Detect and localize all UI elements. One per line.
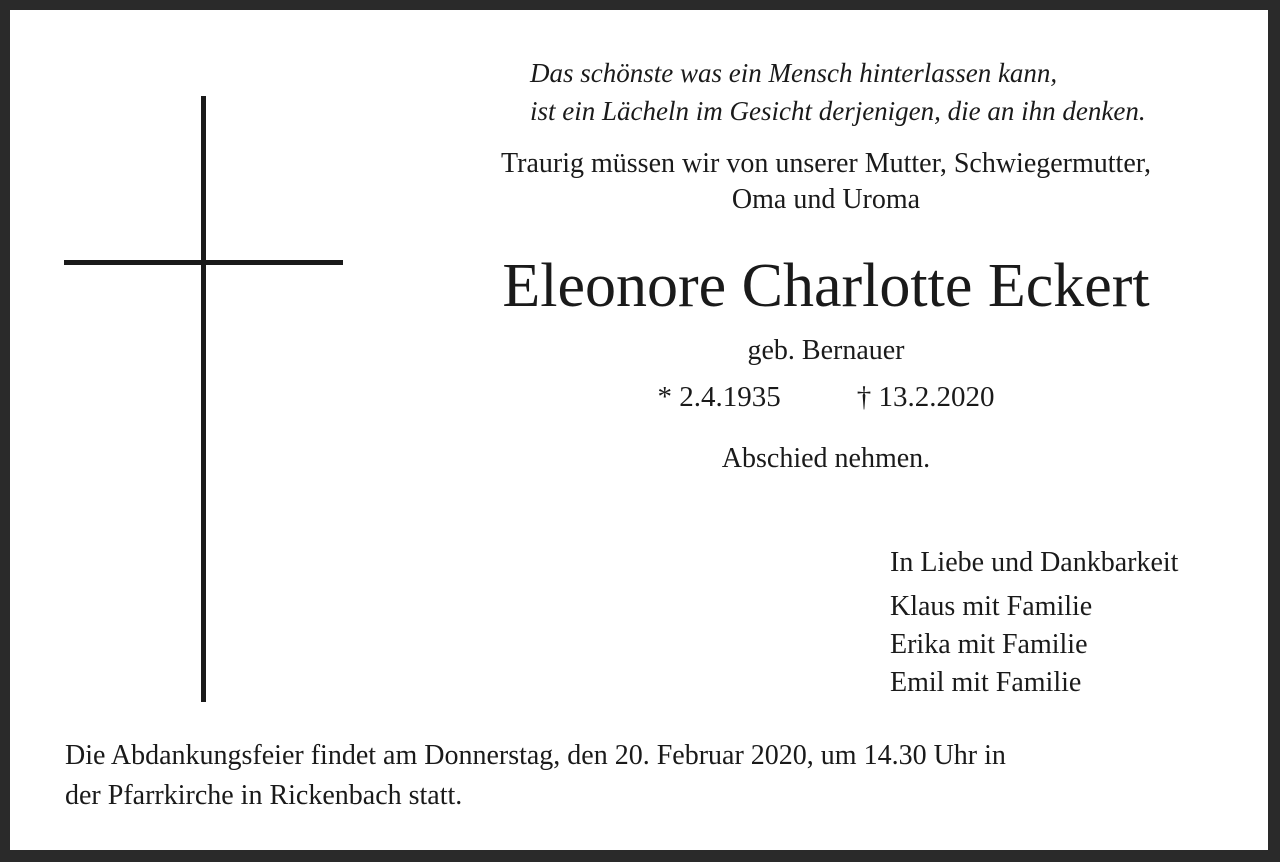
quote-line-2: ist ein Lächeln im Gesicht derjenigen, die an ihn denken. — [530, 96, 1146, 126]
family-item: Emil mit Familie — [890, 667, 1082, 698]
quote-line-1: Das schönste was ein Mensch hinterlassen kann, — [530, 58, 1058, 88]
funeral-service-info — [65, 736, 1245, 816]
service-line-2: der Pfarrkirche in Rickenbach statt. — [65, 780, 463, 811]
intro-text — [410, 146, 1242, 218]
life-dates — [410, 378, 1242, 416]
maiden-name: geb. Bernauer — [747, 335, 905, 366]
signoff-heading: In Liebe und Dankbarkeit — [890, 547, 1179, 578]
obituary-notice — [10, 10, 1268, 850]
death-date: † 13.2.2020 — [856, 381, 995, 413]
memorial-quote — [530, 54, 1146, 130]
signoff-block — [890, 544, 1178, 702]
service-line-1: Die Abdankungsfeier findet am Donnerstag, den 20. Februar 2020, um 14.30 Uhr in — [65, 740, 1006, 771]
family-item: Erika mit Familie — [890, 629, 1088, 660]
cross-icon-vertical — [201, 96, 206, 702]
cross-icon-horizontal — [64, 260, 343, 265]
intro-line-2: Oma und Uroma — [731, 184, 921, 215]
farewell-text: Abschied nehmen. — [721, 443, 931, 474]
intro-line-1: Traurig müssen wir von unserer Mutter, Schwiegermutter, — [501, 148, 1151, 179]
family-item: Klaus mit Familie — [890, 591, 1093, 622]
deceased-name: Eleonore Charlotte Eckert — [502, 252, 1150, 320]
birth-date: * 2.4.1935 — [657, 381, 781, 413]
